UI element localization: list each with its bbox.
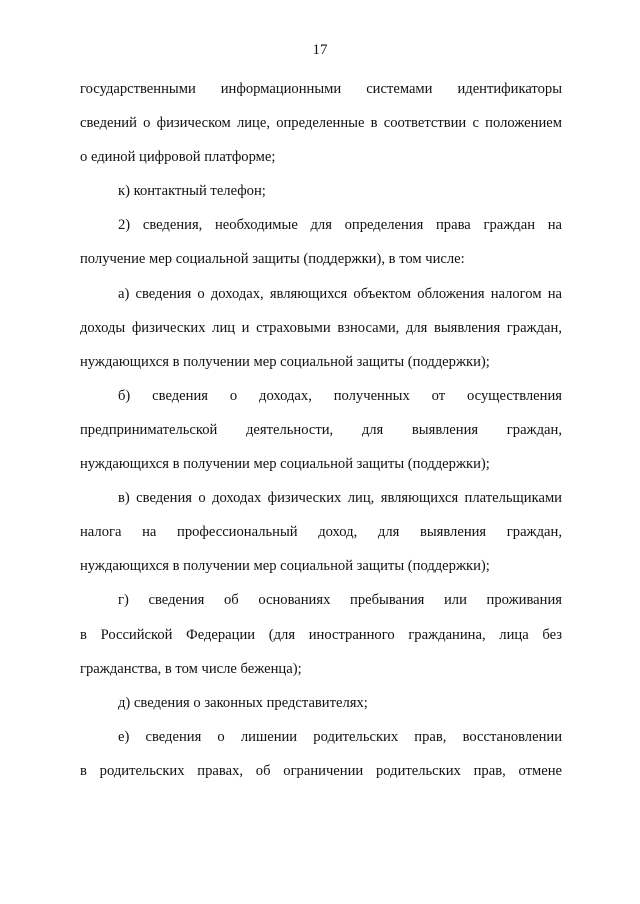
body-text [80,78,562,794]
text-line: е) сведения о лишении родительских прав, восстановлении [118,728,562,745]
text-line: гражданства, в том числе беженца); [80,660,302,677]
text-line: предпринимательской деятельности, для выявления граждан, [80,421,562,438]
text-line: налога на профессиональный доход, для выявления граждан, [80,524,562,541]
text-line: доходы физических лиц и страховыми взносами, для выявления граждан, [80,319,562,336]
text-line: г) сведения об основаниях пребывания или проживания [118,592,562,609]
text-line: в) сведения о доходах физических лиц, являющихся плательщиками [118,490,562,507]
text-line: 2) сведения, необходимые для определения права граждан на [118,217,562,234]
text-line: нуждающихся в получении мер социальной защиты (поддержки); [80,558,490,575]
text-line: нуждающихся в получении мер социальной защиты (поддержки); [80,353,490,370]
text-line: в родительских правах, об ограничении родительских прав, отмене [80,762,562,779]
text-line: нуждающихся в получении мер социальной защиты (поддержки); [80,456,490,473]
text-line: в Российской Федерации (для иностранного гражданина, лица без [80,626,562,643]
text-line: а) сведения о доходах, являющихся объектом обложения налогом на [118,285,562,302]
text-line: к) контактный телефон; [118,183,266,200]
text-line: сведений о физическом лице, определенные в соответствии с положением [80,115,562,132]
text-line: получение мер социальной защиты (поддержки), в том числе: [80,251,465,268]
text-line: о единой цифровой платформе; [80,149,276,166]
text-line: б) сведения о доходах, полученных от осуществления [118,387,562,404]
text-line: д) сведения о законных представителях; [118,694,368,711]
text-line: государственными информационными системами идентификаторы [80,81,562,97]
page-number: 17 [312,42,328,58]
